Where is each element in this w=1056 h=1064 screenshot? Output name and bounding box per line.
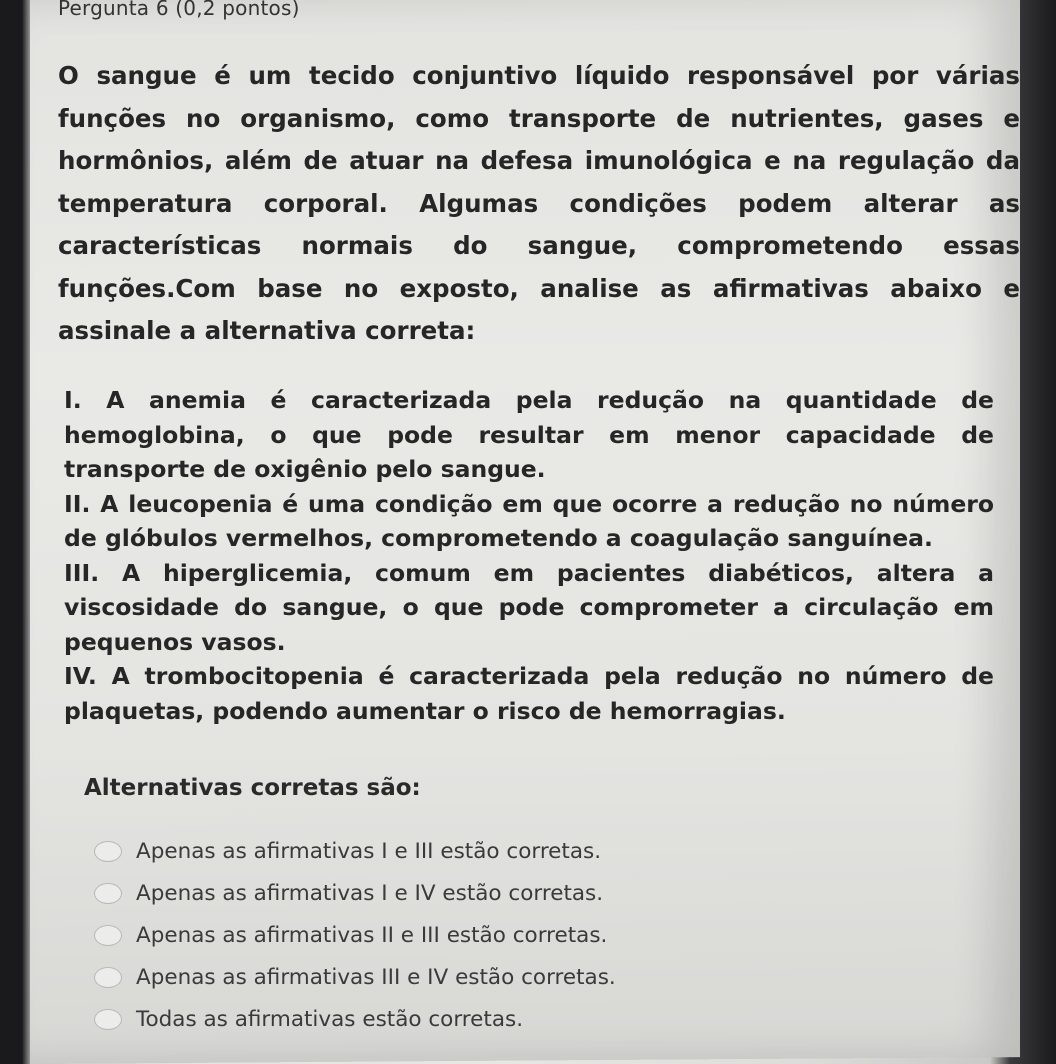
radio-button-icon[interactable] [94, 1009, 122, 1030]
statement-2: II. A leucopenia é uma condição em que ocorre a redução no número de glóbulos vermelhos, comprometendo a coagulação sanguínea. [64, 489, 994, 552]
statement-3: III. A hiperglicemia, comum em pacientes diabéticos, altera a viscosidade do sangue, o que pode comprometer a circulação em pequenos vasos. [64, 558, 994, 656]
question-stem: O sangue é um tecido conjuntivo líquido responsável por várias funções no organismo, como transporte de nutrientes, gases e hormônios, além de atuar na defesa imunológica e na regulação da temperatura corporal. Algumas condições podem alterar as características normais do sangue, comprometendo essas funções.Com base no exposto, analise as afirmativas abaixo e assinale a alternativa correta: [58, 61, 1020, 345]
option-1[interactable] [94, 830, 994, 872]
option-label: Apenas as afirmativas I e IV estão corretas. [136, 880, 604, 906]
statement-4: IV. A trombocitopenia é caracterizada pela redução no número de plaquetas, podendo aumentar o risco de hemorragias. [64, 662, 994, 725]
option-3[interactable] [94, 914, 994, 956]
radio-button-icon[interactable] [94, 925, 122, 946]
option-label: Apenas as afirmativas I e III estão corretas. [136, 838, 602, 864]
option-4[interactable] [94, 956, 994, 998]
statement-list [64, 383, 994, 728]
radio-button-icon[interactable] [94, 967, 122, 988]
option-label: Apenas as afirmativas II e III estão corretas. [136, 922, 608, 948]
radio-button-icon[interactable] [94, 841, 122, 862]
answer-prompt: Alternativas corretas são: [84, 775, 421, 801]
radio-button-icon[interactable] [94, 883, 122, 904]
option-5[interactable] [94, 998, 994, 1040]
option-2[interactable] [94, 872, 994, 914]
answer-options [94, 830, 994, 1040]
option-label: Apenas as afirmativas III e IV estão corretas. [136, 964, 616, 990]
question-header: Pergunta 6 (0,2 pontos) [58, 0, 300, 20]
option-label: Todas as afirmativas estão corretas. [136, 1006, 524, 1032]
statement-1: I. A anemia é caracterizada pela redução na quantidade de hemoglobina, o que pode resultar em menor capacidade de transporte de oxigênio pelo sangue. [64, 386, 994, 483]
